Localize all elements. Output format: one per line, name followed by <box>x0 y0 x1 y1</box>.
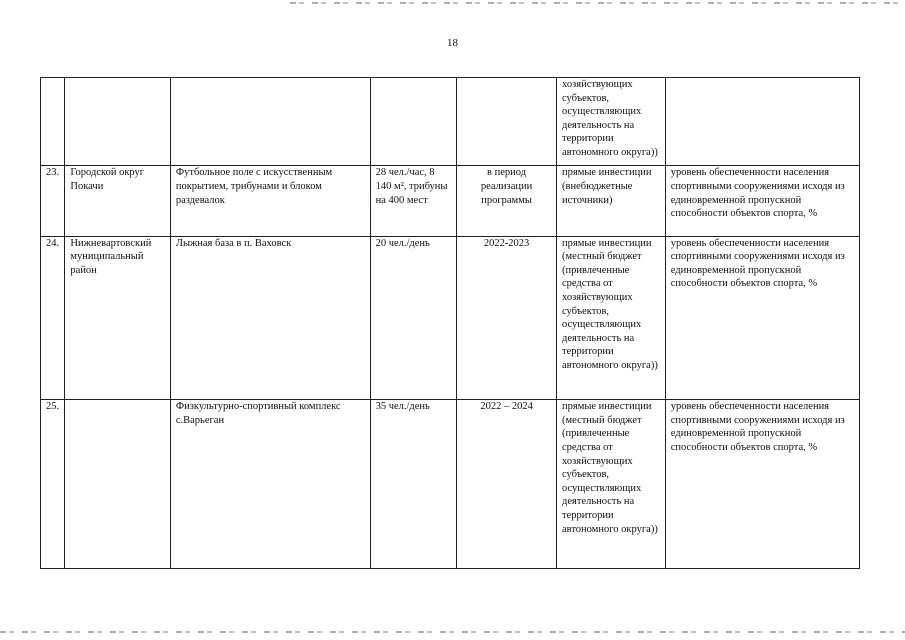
period-cell: в период реализации программы <box>457 166 557 236</box>
scan-artifact-bottom <box>0 631 905 633</box>
municipality-cell: Нижневартовский муниципальный район <box>65 236 170 400</box>
period-cell: 2022-2023 <box>457 236 557 400</box>
capacity-cell <box>370 78 457 166</box>
investment-projects-table <box>40 77 860 569</box>
municipality-cell: Городской округ Покачи <box>65 166 170 236</box>
indicator-cell: уровень обеспеченности населения спортивными сооружениями исходя из единовременной пропускной способности объектов спорта, % <box>665 400 859 569</box>
capacity-cell: 28 чел./час, 8 140 м², трибуны на 400 мест <box>370 166 457 236</box>
row-number-cell: 23. <box>41 166 65 236</box>
funding-source-cell: прямые инвестиции (внебюджетные источники) <box>557 166 666 236</box>
table-row-24 <box>41 236 860 400</box>
indicator-cell: уровень обеспеченности населения спортивными сооружениями исходя из единовременной пропускной способности объектов спорта, % <box>665 236 859 400</box>
indicator-cell <box>665 78 859 166</box>
object-cell: Физкультурно-спортивный комплекс с.Варьеган <box>170 400 370 569</box>
table-row-23 <box>41 166 860 236</box>
object-cell <box>170 78 370 166</box>
municipality-cell <box>65 400 170 569</box>
funding-source-cell: хозяйствующих субъектов, осуществляющих деятельность на территории автономного округа)) <box>557 78 666 166</box>
row-number-cell: 24. <box>41 236 65 400</box>
period-cell <box>457 78 557 166</box>
object-cell: Футбольное поле с искусственным покрытием, трибунами и блоком раздевалок <box>170 166 370 236</box>
funding-source-cell: прямые инвестиции (местный бюджет (привлеченные средства от хозяйствующих субъектов, осуществляющих деятельность на территории автономного округа)) <box>557 236 666 400</box>
page-number: 18 <box>447 37 458 49</box>
object-cell: Лыжная база в п. Ваховск <box>170 236 370 400</box>
funding-source-cell: прямые инвестиции (местный бюджет (привлеченные средства от хозяйствующих субъектов, осуществляющих деятельность на территории автономного округа)) <box>557 400 666 569</box>
scan-artifact-top <box>290 2 905 4</box>
table-row-continuation <box>41 78 860 166</box>
row-number-cell <box>41 78 65 166</box>
table-row-25 <box>41 400 860 569</box>
capacity-cell: 35 чел./день <box>370 400 457 569</box>
row-number-cell: 25. <box>41 400 65 569</box>
capacity-cell: 20 чел./день <box>370 236 457 400</box>
indicator-cell: уровень обеспеченности населения спортивными сооружениями исходя из единовременной пропускной способности объектов спорта, % <box>665 166 859 236</box>
municipality-cell <box>65 78 170 166</box>
period-cell: 2022 – 2024 <box>457 400 557 569</box>
